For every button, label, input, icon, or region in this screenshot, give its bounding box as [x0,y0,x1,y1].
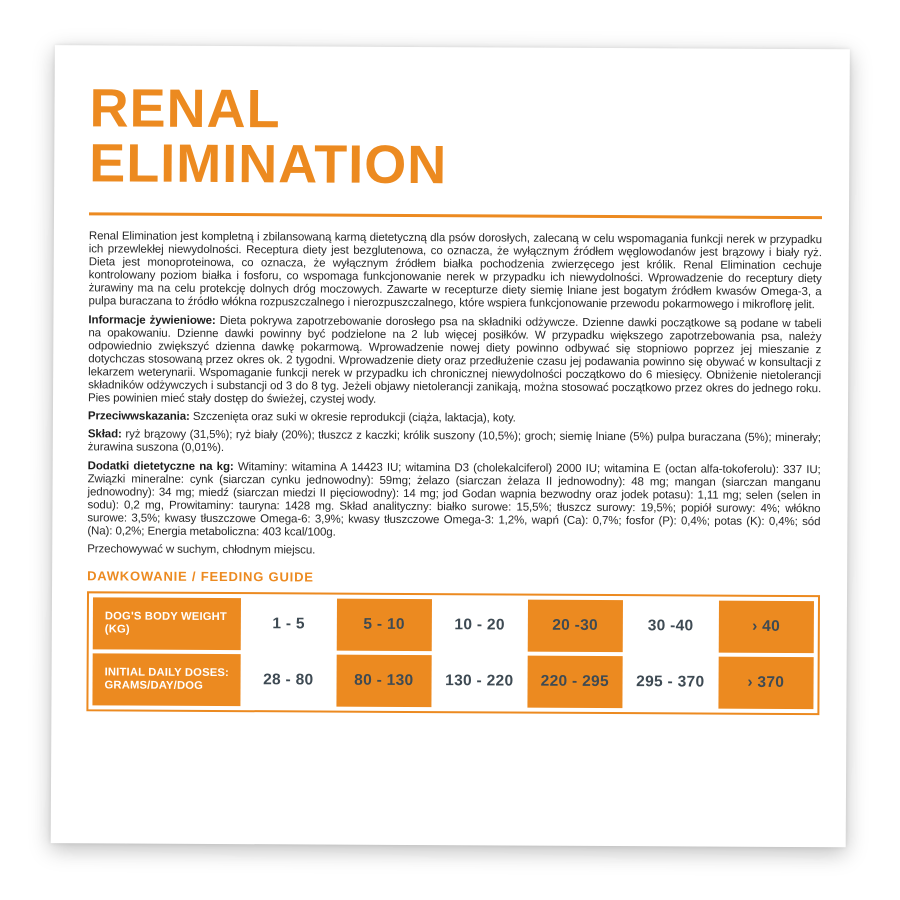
additives-label: Dodatki dietetyczne na kg: [87,459,234,473]
title-divider [89,212,822,219]
row-header-line-2: GRAMS/DAY/DOG [104,679,204,693]
contraindications-text: Szczenięta oraz suki w okresie reprodukcji (ciąża, laktacja), koty. [189,411,516,425]
product-title [89,78,823,196]
table-row-daily-doses [92,653,813,709]
dose-range-cell: 28 - 80 [263,671,314,689]
dose-range-cell: 220 - 295 [527,656,623,708]
nutrition-info-text: Dieta pokrywa zapotrzebowanie dorosłego psa na składniki odżywcze. Dzienne dawki początkowe są podane w tabeli na opakowaniu. Dzienne dawki powinny być podzielone na 2 lub więcej posiłków. W przypadku większego zapotrzebowania psa, należy odpowiednio zwiększyć dzienna dawkę pokarmową. Wprowadzenie nowej diety powinno odbywać się stopniowo poprzez jej mieszanie z dotychczas stosowaną przez okres ok. 2 tygodni. Wprowadzenie diety oraz przedłużenie czasu jej podawania powinno się obywać w konsultacji z lekarzem weterynarii. Wspomaganie funkcji nerek w przypadku ich chronicznej niewydolności początkowo do 6 miesięcy. Obniżenie nietolerancji składników odżywczych i substancji od 3 do 8 tyg. Jeżeli objawy nietolerancji zanikają, można stosować początkowo przez okres do jednego roku. Pies powinien mieć stały dostęp do świeżej, czystej wody. [88,314,822,406]
contraindications-paragraph [88,411,821,428]
dose-range-cell: › 370 [718,657,814,709]
row-header-daily-doses [92,653,240,706]
weight-range-cell: 1 - 5 [272,615,305,633]
weight-range-cell: 5 - 10 [336,599,432,651]
feeding-guide-table [86,591,820,715]
storage-paragraph [87,543,820,560]
dose-range-cell: 295 - 370 [636,673,705,691]
additives-paragraph [87,460,820,542]
row-header-line-1: DOG'S BODY WEIGHT [104,610,228,623]
additives-text: Witaminy: witamina A 14423 IU; witamina D3 (cholekalciferol) 2000 IU; witamina E (octan alfa-tokoferolu): 337 IU; Związki mineralne: cynk (siarczan cynku jednowodny): 59mg; żelazo (siarczan żelaza II jednowodny): 48 mg; mangan (siarczan manganu jednowodny): 34 mg; miedź (siarczan miedzi II pięciowodny): 14 mg; jod Godan wapnia bezwodny oraz jodek potasu): 1,11 mg; selen (selen in sodu): 0,2 mg, Prowitaminy: tauryna: 1428 mg. Skład analityczny: białko surowe: 15,5%; tłuszcz surowy: 19,5%; popiół surowy: 4%; włókno surowe: 3,5%; kwasy tłuszczowe Omega-6: 3,9%; kwasy tłuszczowe Omega-3: 1,2%, wapń (Ca): 0,7%; fosfor (P): 0,4%; potas (K): 0,4%; sód (Na): 0,2%; Energia metaboliczna: 403 kcal/100g. [87,460,821,539]
feeding-guide-heading: DAWKOWANIE / FEEDING GUIDE [87,568,314,585]
dose-range-cell: 80 - 130 [336,655,432,707]
storage-text: Przechowywać w suchym, chłodnym miejscu. [87,543,316,557]
composition-paragraph [88,429,821,459]
composition-label: Skład: [87,428,122,441]
composition-text: ryż brązowy (31,5%); ryż biały (20%); tłuszcz z kaczki; królik suszony (10,5%); groch; siemię lniane (5%) pulpa buraczana (5%); minerały; żurawina suszona (0,01%). [87,428,821,455]
weight-range-cell: › 40 [718,601,814,653]
description-text: Renal Elimination jest kompletną i zbilansowaną karmą dietetyczną dla psów dorosłych, zalecaną w celu wspomagania funkcji nerek w przypadku ich przewlekłej niewydolności. Receptura diety jest bezglutenowa, co oznacza, że wyłącznym źródłem węglowodanów jest brązowy i biały ryż. Dieta jest monoproteinowa, co oznacza, że wyłącznym źródłem białka pochodzenia zwierzęcego jest królik. Renal Elimination cechuje kontrolowany poziom białka i fosforu, co wspomaga funkcjonowanie nerek w przypadku ich niewydolności. Wprowadzenie do receptury diety żurawiny ma na celu protekcję dolnych dróg moczowych. Zawarte w recepturze diety siemię lniane jest bogatym źródłem kwasów Omega-3, a pulpa buraczana to źródło włókna rozpuszczalnego i nierozpuszczalnego, które wspiera funkcjonowanie przewodu pokarmowego i mikroflorę jelit. [88,230,822,312]
table-row-body-weight [93,597,814,653]
description-paragraph [89,230,822,312]
weight-range-cell: 30 -40 [647,617,694,635]
contraindications-label: Przeciwwskazania: [87,410,190,424]
nutrition-info-paragraph [88,314,821,409]
label-body-text [87,230,822,560]
dose-range-cell: 130 - 220 [445,672,514,690]
product-label-card [51,45,850,847]
nutrition-info-label: Informacje żywieniowe: [88,313,216,327]
title-line-1: RENAL [89,78,281,140]
title-line-2: ELIMINATION [89,133,448,196]
row-header-line-1: INITIAL DAILY DOSES: [104,666,230,679]
weight-range-cell: 20 -30 [527,600,623,652]
weight-range-cell: 10 - 20 [454,616,505,634]
row-header-line-2: (KG) [104,623,130,636]
row-header-body-weight [93,597,241,650]
